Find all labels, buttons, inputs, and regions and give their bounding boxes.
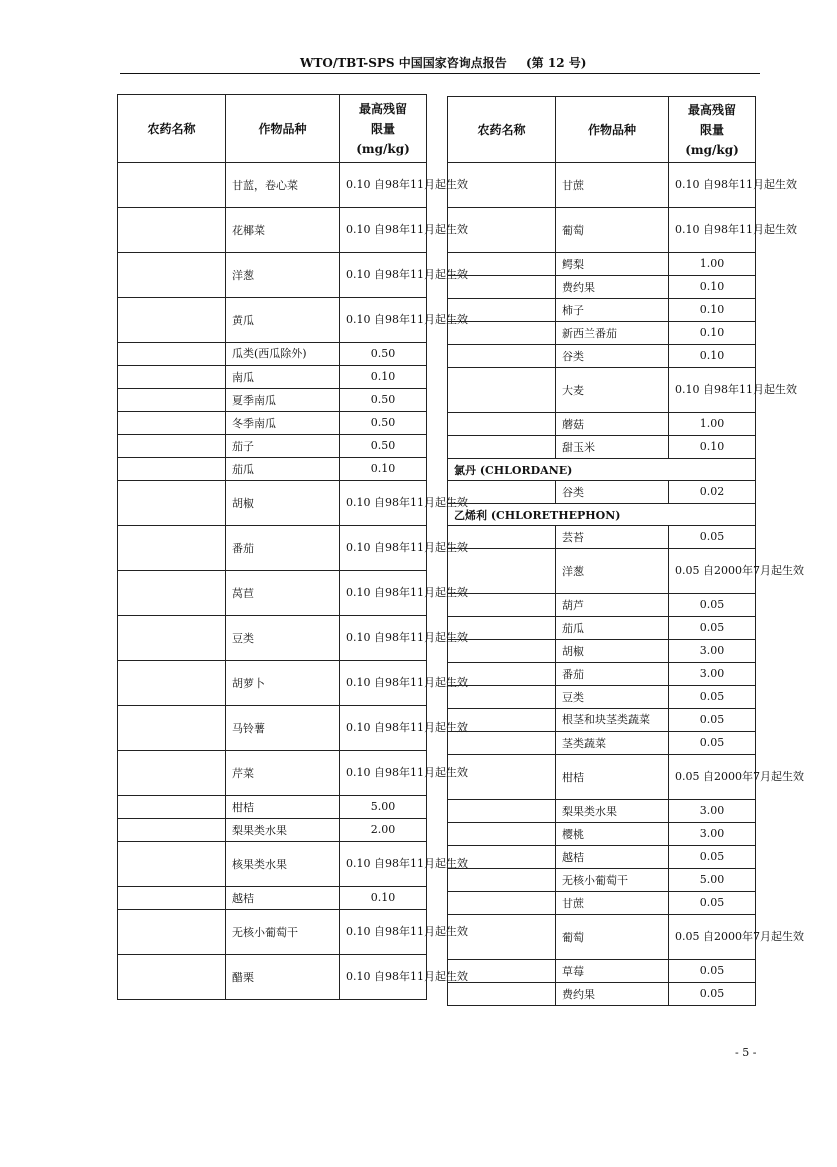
table-row (448, 299, 756, 322)
crop-cell: 芸苔 (556, 526, 669, 549)
crop-cell: 甘蔗 (556, 163, 669, 208)
crop-cell: 根茎和块茎类蔬菜 (556, 709, 669, 732)
mrl-cell: 0.10 自98年11月起生效 (340, 526, 427, 571)
pesticide-cell (448, 549, 556, 594)
col-header-mrl (340, 95, 427, 163)
mrl-cell: 0.05 (669, 594, 756, 617)
table-row (448, 253, 756, 276)
mrl-cell: 0.02 (669, 481, 756, 504)
table-row (118, 887, 427, 910)
table-row (448, 755, 756, 800)
page-header (0, 52, 837, 74)
table-row (448, 549, 756, 594)
table-row (448, 345, 756, 368)
table-row (448, 640, 756, 663)
mrl-cell: 0.05 (669, 960, 756, 983)
crop-cell: 柿子 (556, 299, 669, 322)
crop-cell: 葡萄 (556, 915, 669, 960)
col-header-mrl (669, 97, 756, 163)
crop-cell: 夏季南瓜 (226, 389, 340, 412)
crop-cell: 谷类 (556, 481, 669, 504)
crop-cell: 大麦 (556, 368, 669, 413)
right-table-body (448, 163, 804, 1006)
table-row (118, 253, 427, 298)
table-row (448, 208, 756, 253)
crop-cell: 芹菜 (226, 751, 340, 796)
crop-cell: 花椰菜 (226, 208, 340, 253)
table-row (448, 960, 756, 983)
mrl-cell: 3.00 (669, 800, 756, 823)
table-row (448, 892, 756, 915)
mrl-cell: 0.05 (669, 846, 756, 869)
crop-cell: 莴苣 (226, 571, 340, 616)
table-row (118, 343, 427, 366)
pesticide-cell (118, 661, 226, 706)
crop-cell: 鳄梨 (556, 253, 669, 276)
crop-cell: 核果类水果 (226, 842, 340, 887)
issue-number: (第 12 号) (526, 56, 587, 70)
mrl-cell: 3.00 (669, 640, 756, 663)
section-row (448, 504, 756, 526)
mrl-cell: 0.10 自98年11月起生效 (669, 368, 756, 413)
pesticide-cell (118, 842, 226, 887)
crop-cell: 洋葱 (226, 253, 340, 298)
pesticide-cell (448, 892, 556, 915)
mrl-cell: 0.10 (340, 458, 427, 481)
page-number: - 5 - (735, 1046, 757, 1059)
table-row (448, 163, 756, 208)
crop-cell: 谷类 (556, 345, 669, 368)
mrl-table-left (117, 94, 468, 1000)
table-row (118, 842, 427, 887)
crop-cell: 蘑菇 (556, 413, 669, 436)
pesticide-cell (118, 481, 226, 526)
table-row (118, 616, 427, 661)
mrl-cell: 0.10 (669, 322, 756, 345)
pesticide-cell (448, 208, 556, 253)
pesticide-cell (448, 915, 556, 960)
crop-cell: 草莓 (556, 960, 669, 983)
header-rule (120, 73, 760, 74)
col-header-pesticide: 农药名称 (448, 97, 556, 163)
pesticide-cell (448, 253, 556, 276)
pesticide-cell (118, 389, 226, 412)
col-header-crop: 作物品种 (556, 97, 669, 163)
mrl-cell: 0.10 自98年11月起生效 (669, 208, 756, 253)
mrl-cell: 0.10 自98年11月起生效 (340, 706, 427, 751)
pesticide-cell (118, 253, 226, 298)
mrl-cell: 0.10 自98年11月起生效 (340, 208, 427, 253)
mrl-cell: 3.00 (669, 823, 756, 846)
mrl-header-line: 限量 (699, 122, 724, 137)
pesticide-cell (448, 413, 556, 436)
mrl-cell: 0.10 自98年11月起生效 (340, 955, 427, 1000)
pesticide-cell (118, 571, 226, 616)
mrl-cell: 0.10 (669, 436, 756, 459)
mrl-cell: 0.10 自98年11月起生效 (340, 298, 427, 343)
crop-cell: 越桔 (226, 887, 340, 910)
table-row (448, 823, 756, 846)
pesticide-cell (448, 869, 556, 892)
table-row (448, 732, 756, 755)
pesticide-cell (448, 846, 556, 869)
table-row (118, 955, 427, 1000)
pesticide-cell (118, 910, 226, 955)
pesticide-cell (118, 526, 226, 571)
table-row (118, 706, 427, 751)
pesticide-cell (118, 366, 226, 389)
mrl-cell: 0.10 自98年11月起生效 (340, 481, 427, 526)
table-row (448, 915, 756, 960)
table-row (448, 709, 756, 732)
mrl-cell: 0.05 (669, 526, 756, 549)
crop-cell: 黄瓜 (226, 298, 340, 343)
col-header-crop: 作物品种 (226, 95, 340, 163)
pesticide-cell (118, 796, 226, 819)
table-row (448, 526, 756, 549)
mrl-cell: 0.05 (669, 617, 756, 640)
mrl-cell: 0.05 (669, 983, 756, 1006)
mrl-cell: 2.00 (340, 819, 427, 842)
pesticide-cell (448, 755, 556, 800)
table-row (448, 686, 756, 709)
section-row (448, 459, 756, 481)
crop-cell: 甘蔗 (556, 892, 669, 915)
crop-cell: 茄子 (226, 435, 340, 458)
table-row (118, 208, 427, 253)
pesticide-cell (448, 823, 556, 846)
pesticide-cell (118, 706, 226, 751)
pesticide-cell (448, 686, 556, 709)
mrl-cell: 1.00 (669, 413, 756, 436)
mrl-header-line: (mg/kg) (356, 141, 410, 156)
mrl-cell: 0.05 (669, 732, 756, 755)
crop-cell: 马铃薯 (226, 706, 340, 751)
table-row (118, 910, 427, 955)
mrl-header-line: 限量 (370, 121, 395, 136)
table-row (118, 298, 427, 343)
pesticide-cell (448, 617, 556, 640)
mrl-cell: 0.50 (340, 389, 427, 412)
table-row (448, 800, 756, 823)
mrl-cell: 0.10 (669, 276, 756, 299)
table-row (448, 322, 756, 345)
mrl-header-line: 最高残留 (687, 102, 736, 117)
table-row (118, 526, 427, 571)
mrl-table-right (447, 96, 804, 1006)
crop-cell: 胡萝卜 (226, 661, 340, 706)
mrl-cell: 0.10 (340, 366, 427, 389)
pesticide-cell (448, 436, 556, 459)
mrl-cell: 5.00 (669, 869, 756, 892)
mrl-cell: 0.10 自98年11月起生效 (340, 661, 427, 706)
table-row (448, 276, 756, 299)
pesticide-cell (118, 298, 226, 343)
table-row (448, 617, 756, 640)
pesticide-cell (448, 322, 556, 345)
pesticide-cell (448, 594, 556, 617)
table-row (448, 663, 756, 686)
crop-cell: 柑桔 (556, 755, 669, 800)
crop-cell: 胡椒 (556, 640, 669, 663)
pesticide-cell (448, 663, 556, 686)
table-row (448, 368, 756, 413)
pesticide-cell (448, 709, 556, 732)
table-row (448, 413, 756, 436)
pesticide-cell (448, 481, 556, 504)
table-row (118, 819, 427, 842)
mrl-cell: 0.50 (340, 343, 427, 366)
crop-cell: 梨果类水果 (556, 800, 669, 823)
pesticide-cell (448, 276, 556, 299)
crop-cell: 葫芦 (556, 594, 669, 617)
report-title: WTO/TBT-SPS 中国国家咨询点报告 (300, 56, 507, 70)
pesticide-cell (118, 887, 226, 910)
crop-cell: 瓜类(西瓜除外) (226, 343, 340, 366)
pesticide-cell (448, 640, 556, 663)
crop-cell: 无核小葡萄干 (556, 869, 669, 892)
mrl-cell: 1.00 (669, 253, 756, 276)
crop-cell: 梨果类水果 (226, 819, 340, 842)
pesticide-cell (118, 955, 226, 1000)
pesticide-cell (448, 960, 556, 983)
mrl-cell: 0.10 (340, 887, 427, 910)
crop-cell: 无核小葡萄干 (226, 910, 340, 955)
table-row (118, 458, 427, 481)
mrl-cell: 0.10 自98年11月起生效 (340, 842, 427, 887)
crop-cell: 费约果 (556, 276, 669, 299)
mrl-cell: 0.05 (669, 686, 756, 709)
crop-cell: 柑桔 (226, 796, 340, 819)
pesticide-cell (448, 983, 556, 1006)
crop-cell: 甜玉米 (556, 436, 669, 459)
crop-cell: 甘蓝，卷心菜 (226, 163, 340, 208)
pesticide-cell (448, 345, 556, 368)
crop-cell: 茎类蔬菜 (556, 732, 669, 755)
table-row (118, 751, 427, 796)
crop-cell: 葡萄 (556, 208, 669, 253)
pesticide-cell (118, 616, 226, 661)
pesticide-cell (448, 732, 556, 755)
pesticide-cell (118, 343, 226, 366)
crop-cell: 胡椒 (226, 481, 340, 526)
table-row (118, 163, 427, 208)
crop-cell: 茄瓜 (226, 458, 340, 481)
mrl-cell: 0.10 自98年11月起生效 (340, 571, 427, 616)
mrl-cell: 0.05 自2000年7月起生效 (669, 915, 756, 960)
mrl-header-line: 最高残留 (358, 101, 407, 116)
crop-cell: 番茄 (226, 526, 340, 571)
table-row (118, 661, 427, 706)
table-row (118, 389, 427, 412)
mrl-cell: 0.50 (340, 435, 427, 458)
pesticide-section-title: 氯丹 (CHLORDANE) (448, 459, 756, 481)
mrl-cell: 0.10 (669, 299, 756, 322)
pesticide-cell (118, 458, 226, 481)
mrl-cell: 3.00 (669, 663, 756, 686)
pesticide-cell (118, 819, 226, 842)
table-row (448, 436, 756, 459)
table-row (118, 366, 427, 389)
col-header-pesticide: 农药名称 (118, 95, 226, 163)
table-row (118, 412, 427, 435)
pesticide-cell (448, 800, 556, 823)
table-row (118, 796, 427, 819)
pesticide-cell (448, 526, 556, 549)
table-row (448, 869, 756, 892)
mrl-header-line: (mg/kg) (685, 142, 739, 157)
mrl-cell: 0.05 (669, 709, 756, 732)
mrl-cell: 0.10 (669, 345, 756, 368)
mrl-cell: 0.10 自98年11月起生效 (340, 616, 427, 661)
crop-cell: 豆类 (226, 616, 340, 661)
crop-cell: 茄瓜 (556, 617, 669, 640)
mrl-cell: 0.10 自98年11月起生效 (340, 163, 427, 208)
crop-cell: 南瓜 (226, 366, 340, 389)
crop-cell: 醋栗 (226, 955, 340, 1000)
pesticide-cell (118, 751, 226, 796)
crop-cell: 樱桃 (556, 823, 669, 846)
pesticide-cell (118, 163, 226, 208)
mrl-cell: 0.10 自98年11月起生效 (340, 253, 427, 298)
table-row (118, 571, 427, 616)
mrl-cell: 0.10 自98年11月起生效 (340, 910, 427, 955)
pesticide-cell (118, 435, 226, 458)
table-row (448, 846, 756, 869)
mrl-cell: 0.05 (669, 892, 756, 915)
pesticide-cell (118, 208, 226, 253)
pesticide-section-title: 乙烯利 (CHLORETHEPHON) (448, 504, 756, 526)
left-table-body (118, 163, 468, 1000)
crop-cell: 越桔 (556, 846, 669, 869)
pesticide-cell (448, 299, 556, 322)
pesticide-cell (118, 412, 226, 435)
mrl-cell: 0.05 自2000年7月起生效 (669, 549, 756, 594)
crop-cell: 洋葱 (556, 549, 669, 594)
table-row (448, 594, 756, 617)
crop-cell: 费约果 (556, 983, 669, 1006)
crop-cell: 新西兰番茄 (556, 322, 669, 345)
crop-cell: 番茄 (556, 663, 669, 686)
mrl-cell: 0.05 自2000年7月起生效 (669, 755, 756, 800)
table-row (448, 481, 756, 504)
pesticide-cell (448, 163, 556, 208)
mrl-cell: 0.50 (340, 412, 427, 435)
table-row (448, 983, 756, 1006)
table-row (118, 435, 427, 458)
table-row (118, 481, 427, 526)
crop-cell: 豆类 (556, 686, 669, 709)
mrl-cell: 0.10 自98年11月起生效 (669, 163, 756, 208)
mrl-cell: 5.00 (340, 796, 427, 819)
pesticide-cell (448, 368, 556, 413)
mrl-cell: 0.10 自98年11月起生效 (340, 751, 427, 796)
crop-cell: 冬季南瓜 (226, 412, 340, 435)
